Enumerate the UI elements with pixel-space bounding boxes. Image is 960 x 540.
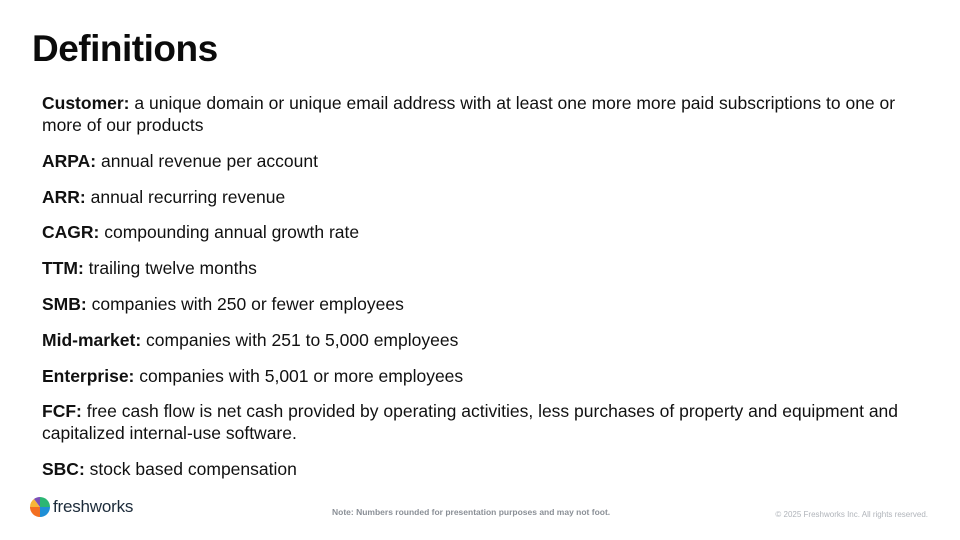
definition-text: free cash flow is net cash provided by operating activities, less purchases of property and equipment and capitalized internal-use software. bbox=[42, 401, 899, 444]
definition-item bbox=[42, 365, 902, 387]
definition-text: companies with 250 or fewer employees bbox=[86, 293, 404, 314]
definition-term: ARR: bbox=[42, 186, 86, 207]
definition-text: trailing twelve months bbox=[83, 258, 257, 279]
definition-text: stock based compensation bbox=[84, 459, 297, 480]
definition-text: annual revenue per account bbox=[96, 150, 318, 171]
definition-text: companies with 5,001 or more employees bbox=[134, 365, 464, 386]
definition-text: annual recurring revenue bbox=[85, 186, 286, 207]
definition-term: ARPA: bbox=[42, 150, 97, 171]
copyright: © 2025 Freshworks Inc. All rights reserved. bbox=[775, 510, 928, 519]
definition-item bbox=[42, 400, 902, 444]
freshworks-logo bbox=[30, 497, 133, 517]
page-title: Definitions bbox=[32, 28, 218, 69]
definition-item bbox=[42, 329, 902, 351]
definition-item bbox=[42, 186, 902, 208]
definition-text: companies with 251 to 5,000 employees bbox=[141, 329, 459, 350]
definition-term: TTM: bbox=[42, 258, 84, 279]
definition-text: a unique domain or unique email address with at least one more more paid subscriptions to one or more of our products bbox=[42, 93, 896, 135]
footnote: Note: Numbers rounded for presentation purposes and may not foot. bbox=[332, 507, 611, 517]
definition-item bbox=[42, 150, 902, 172]
definition-item bbox=[42, 458, 902, 480]
definition-item bbox=[42, 293, 902, 315]
definition-term: CAGR: bbox=[42, 222, 100, 243]
definition-item bbox=[42, 257, 902, 279]
definition-term: Mid-market: bbox=[42, 329, 142, 350]
definition-term: SMB: bbox=[42, 293, 87, 314]
definition-term: SBC: bbox=[42, 459, 85, 480]
definition-term: FCF: bbox=[42, 401, 82, 422]
definition-term: Enterprise: bbox=[42, 365, 135, 386]
freshworks-logo-icon bbox=[30, 497, 50, 517]
logo-text: freshworks bbox=[53, 497, 134, 516]
definition-term: Customer: bbox=[42, 93, 130, 113]
definition-text: compounding annual growth rate bbox=[99, 222, 360, 243]
definitions-list bbox=[42, 92, 902, 494]
definition-item bbox=[42, 92, 902, 136]
definition-item bbox=[42, 221, 902, 243]
